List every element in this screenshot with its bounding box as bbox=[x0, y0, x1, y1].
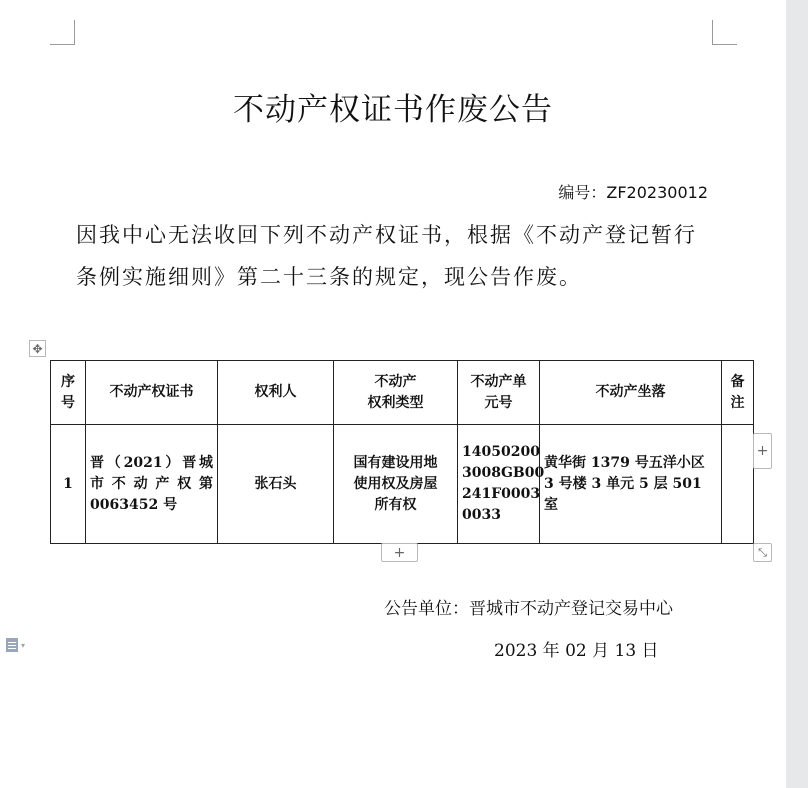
table-row bbox=[51, 425, 754, 544]
document-number: 编号：ZF20230012 bbox=[558, 183, 708, 202]
header-right-type[interactable]: 不动产 权利类型 bbox=[334, 361, 458, 425]
table-move-handle-icon[interactable]: ✥ bbox=[29, 340, 46, 357]
body-line: 条例实施细则》第二十三条的规定，现公告作废。 bbox=[76, 265, 582, 289]
header-unit-number[interactable]: 不动产单 元号 bbox=[458, 361, 540, 425]
certificate-table bbox=[50, 360, 754, 544]
page-title: 不动产权证书作废公告 bbox=[233, 92, 553, 128]
table-header-row bbox=[51, 361, 754, 425]
editor-right-gutter bbox=[786, 0, 808, 788]
header-seq[interactable]: 序 号 bbox=[51, 361, 86, 425]
body-line: 因我中心无法收回下列不动产权证书，根据《不动产登记暂行 bbox=[76, 223, 697, 247]
chevron-down-icon: ▾ bbox=[21, 640, 26, 650]
document-icon bbox=[6, 638, 18, 652]
add-column-button[interactable]: + bbox=[753, 433, 772, 469]
header-location[interactable]: 不动产坐落 bbox=[540, 361, 722, 425]
issue-date: 2023 年 02 月 13 日 bbox=[494, 641, 659, 661]
cell-holder[interactable]: 张石头 bbox=[218, 425, 334, 544]
page-corner-mark-top-left bbox=[50, 20, 75, 45]
cell-remark[interactable] bbox=[722, 425, 754, 544]
add-row-button[interactable]: + bbox=[381, 543, 418, 562]
cell-location[interactable]: 黄华街 1379 号五洋小区 3 号楼 3 单元 5 层 501 室 bbox=[540, 425, 722, 544]
header-cert[interactable]: 不动产权证书 bbox=[86, 361, 218, 425]
header-holder[interactable]: 权利人 bbox=[218, 361, 334, 425]
body-paragraph bbox=[76, 214, 726, 298]
issuer-line: 公告单位：晋城市不动产登记交易中心 bbox=[384, 599, 673, 619]
cell-unit-number[interactable]: 14050200 3008GB00 241F0003 0033 bbox=[458, 425, 540, 544]
cell-right-type[interactable]: 国有建设用地 使用权及房屋 所有权 bbox=[334, 425, 458, 544]
table-resize-icon[interactable]: ⤡ bbox=[753, 543, 772, 562]
page-corner-mark-top-right bbox=[712, 20, 737, 45]
cell-seq[interactable]: 1 bbox=[51, 425, 86, 544]
cell-cert[interactable]: 晋（2021）晋城 市不动产权第 0063452 号 bbox=[86, 425, 218, 544]
paragraph-options-button[interactable] bbox=[6, 638, 25, 652]
header-remark[interactable]: 备 注 bbox=[722, 361, 754, 425]
